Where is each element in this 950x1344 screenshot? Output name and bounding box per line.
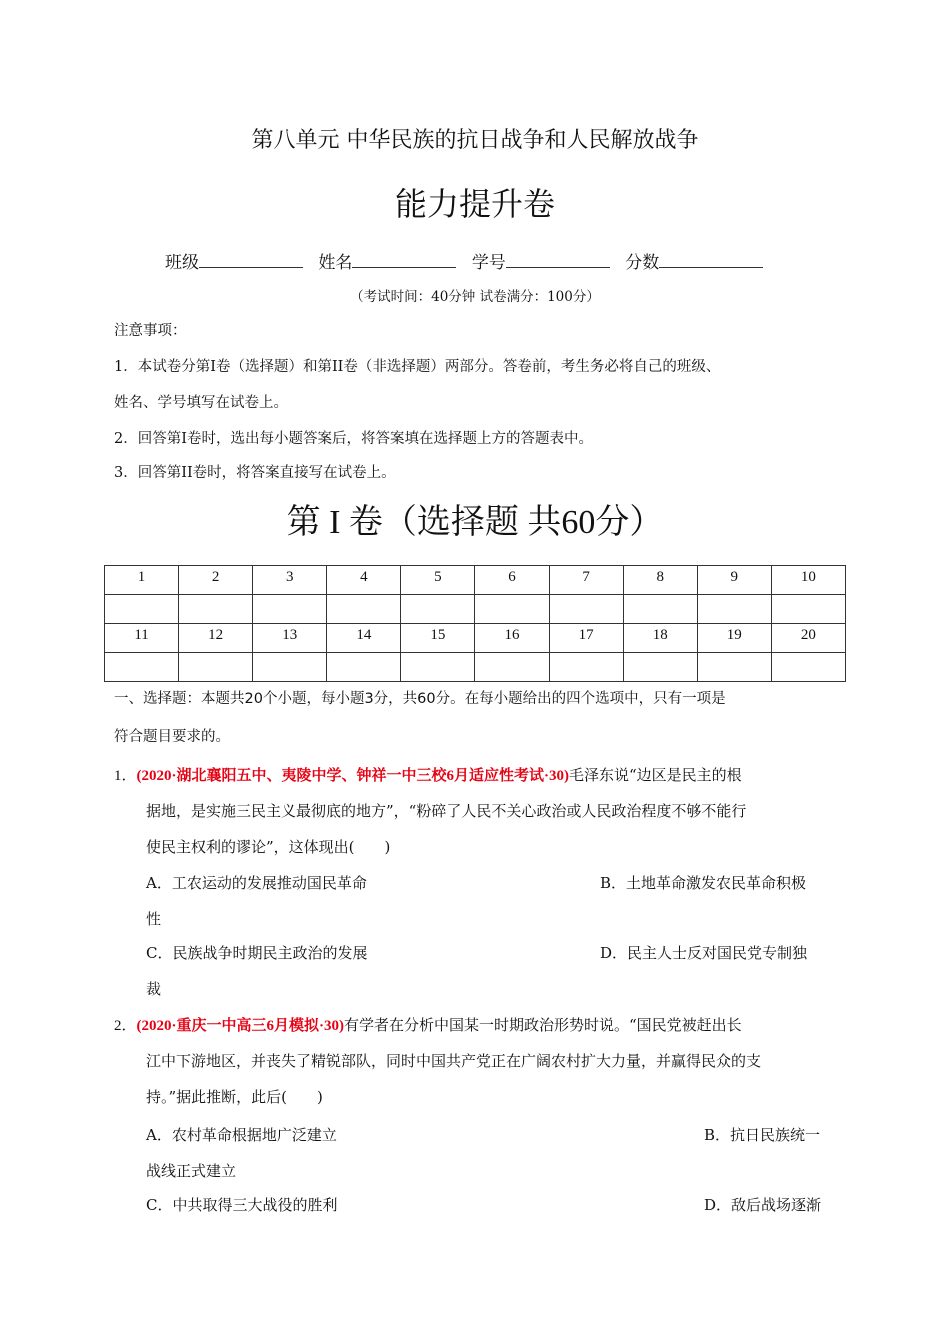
answer-cell[interactable]: [105, 595, 179, 624]
answer-cell[interactable]: [401, 653, 475, 682]
option-wrap-text: 裁: [146, 980, 162, 998]
question-number-cell: 16: [475, 624, 549, 653]
question-number-cell: 12: [179, 624, 253, 653]
name-label: 姓名: [318, 253, 353, 273]
answer-cell[interactable]: [105, 653, 179, 682]
question-number-cell: 10: [771, 566, 845, 595]
question-source: (2020·湖北襄阳五中、夷陵中学、钟祥一中三校6月适应性考试·30): [136, 768, 570, 784]
option-wrap-text: 性: [146, 910, 162, 928]
note-line-2: 2．回答第I卷时，选出每小题答案后，将答案填在选择题上方的答题表中。: [114, 431, 593, 447]
paper-title: 能力提升卷: [394, 185, 555, 223]
answer-table-header-row-1: [105, 566, 846, 595]
option-d[interactable]: D．敌后战场逐渐: [704, 1196, 822, 1214]
name-field[interactable]: [318, 248, 456, 277]
question-number-cell: 2: [179, 566, 253, 595]
question-number-cell: 4: [327, 566, 401, 595]
student-info-row: [165, 248, 805, 277]
question-number-cell: 15: [401, 624, 475, 653]
score-field[interactable]: [625, 248, 763, 277]
question-number-cell: 19: [697, 624, 771, 653]
question-stem-line: 江中下游地区，并丧失了精锐部队，同时中国共产党正在广阔农村扩大力量，并赢得民众的支: [146, 1052, 762, 1070]
part-one-instructions: 一、选择题：本题共20个小题，每小题3分，共60分。在每小题给出的四个选项中，只有一项是: [114, 691, 726, 707]
question-stem-line: 持。”据此推断，此后( ): [146, 1088, 323, 1106]
answer-cell[interactable]: [179, 653, 253, 682]
question-stem: 有学者在分析中国某一时期政治形势时说。“国民党被赶出长: [344, 1016, 742, 1034]
student-id-blank[interactable]: [506, 248, 610, 268]
question-number-cell: 8: [623, 566, 697, 595]
answer-cell[interactable]: [401, 595, 475, 624]
question-number-cell: 9: [697, 566, 771, 595]
section-title: 第 I 卷（选择题 共60分）: [286, 504, 664, 541]
score-label: 分数: [625, 253, 660, 273]
student-id-field[interactable]: [472, 248, 610, 277]
class-blank[interactable]: [199, 248, 303, 268]
option-c[interactable]: C．中共取得三大战役的胜利: [146, 1196, 338, 1214]
note-line-1: 1．本试卷分第I卷（选择题）和第II卷（非选择题）两部分。答卷前，考生务必将自己的班级、: [114, 359, 721, 375]
question-number-cell: 11: [105, 624, 179, 653]
option-b[interactable]: B．土地革命激发农民革命积极: [600, 874, 807, 892]
answer-cell[interactable]: [697, 595, 771, 624]
name-blank[interactable]: [352, 248, 456, 268]
question-stem: 毛泽东说“边区是民主的根: [569, 766, 742, 784]
answer-cell[interactable]: [253, 595, 327, 624]
answer-cell[interactable]: [771, 653, 845, 682]
question-number-cell: 17: [549, 624, 623, 653]
question-source: (2020·重庆一中高三6月模拟·30): [136, 1018, 345, 1034]
answer-table-header-row-2: [105, 624, 846, 653]
notes-heading: 注意事项：: [114, 323, 187, 339]
question-number-cell: 18: [623, 624, 697, 653]
question-1-first-line: [114, 764, 742, 787]
answer-cell[interactable]: [771, 595, 845, 624]
answer-table-answer-row-2: [105, 653, 846, 682]
exam-meta: （考试时间：40分钟 试卷满分：100分）: [350, 289, 600, 305]
question-number-cell: 3: [253, 566, 327, 595]
answer-table-answer-row-1: [105, 595, 846, 624]
class-field[interactable]: [165, 248, 303, 277]
option-a[interactable]: A．农村革命根据地广泛建立: [146, 1126, 337, 1144]
answer-cell[interactable]: [697, 653, 771, 682]
option-d[interactable]: D．民主人士反对国民党专制独: [600, 944, 808, 962]
option-b[interactable]: B．抗日民族统一: [704, 1126, 821, 1144]
answer-cell[interactable]: [475, 653, 549, 682]
answer-cell[interactable]: [549, 653, 623, 682]
question-number-cell: 13: [253, 624, 327, 653]
question-stem-line: 使民主权利的谬论”，这体现出( ): [146, 838, 391, 856]
notes-section: [114, 320, 844, 490]
answer-cell[interactable]: [179, 595, 253, 624]
answer-cell[interactable]: [623, 595, 697, 624]
question-stem-line: 据地，是实施三民主义最彻底的地方”，“粉碎了人民不关心政治或人民政治程度不够不能行: [146, 802, 747, 820]
answer-cell[interactable]: [327, 595, 401, 624]
option-a[interactable]: A．工农运动的发展推动国民革命: [146, 874, 367, 892]
question-number-cell: 1: [105, 566, 179, 595]
question-2-first-line: [114, 1014, 742, 1037]
question-number: 2．: [114, 1018, 137, 1034]
unit-title: 第八单元 中华民族的抗日战争和人民解放战争: [251, 128, 699, 153]
option-wrap-text: 战线正式建立: [146, 1162, 237, 1180]
option-c[interactable]: C．民族战争时期民主政治的发展: [146, 944, 368, 962]
note-line-1-cont: 姓名、学号填写在试卷上。: [114, 395, 288, 411]
answer-cell[interactable]: [549, 595, 623, 624]
question-number-cell: 14: [327, 624, 401, 653]
answer-cell[interactable]: [327, 653, 401, 682]
class-label: 班级: [165, 253, 199, 273]
answer-cell[interactable]: [475, 595, 549, 624]
question-number-cell: 6: [475, 566, 549, 595]
question-number-cell: 20: [771, 624, 845, 653]
answer-table: [104, 565, 846, 682]
question-number-cell: 5: [401, 566, 475, 595]
student-id-label: 学号: [471, 253, 506, 273]
question-number-cell: 7: [549, 566, 623, 595]
answer-cell[interactable]: [253, 653, 327, 682]
answer-cell[interactable]: [623, 653, 697, 682]
question-number: 1．: [114, 768, 137, 784]
part-one-instructions-cont: 符合题目要求的。: [114, 729, 230, 745]
note-line-3: 3．回答第II卷时，将答案直接写在试卷上。: [114, 465, 396, 481]
score-blank[interactable]: [659, 248, 763, 268]
